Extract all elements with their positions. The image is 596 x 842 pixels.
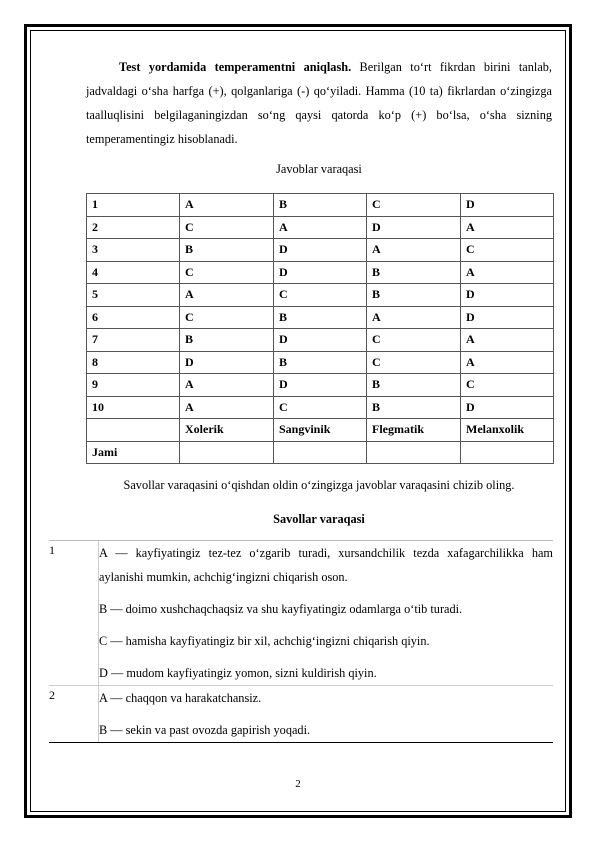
question-number: 1 [49, 541, 99, 685]
table-cell: Xolerik [180, 419, 274, 442]
table-cell: 1 [87, 194, 180, 217]
question-option: A — kayfiyatingiz tez-tez o‘zgarib turadi, xursandchilik tezda xafagarchilikka ham aylanishi mumkin, achchig‘ingizni chiqarish oson. [99, 546, 553, 584]
table-cell: D [461, 284, 554, 307]
table-cell [87, 419, 180, 442]
table-cell: A [274, 216, 367, 239]
table-cell: D [180, 351, 274, 374]
table-cell: D [274, 261, 367, 284]
question-option: C — hamisha kayfiyatingiz bir xil, achchig‘ingizni chiqarish qiyin. [99, 634, 430, 648]
table-row [87, 374, 554, 397]
table-cell: 2 [87, 216, 180, 239]
table-row [87, 284, 554, 307]
table-cell: A [461, 351, 554, 374]
question-number: 2 [49, 686, 99, 742]
table-cell: A [180, 284, 274, 307]
answers-title: Javoblar varaqasi [276, 162, 362, 176]
question-option: D — mudom kayfiyatingiz yomon, sizni kuldirish qiyin. [99, 666, 377, 680]
table-cell: C [180, 216, 274, 239]
table-cell: D [461, 306, 554, 329]
table-row [87, 194, 554, 217]
table-cell: Flegmatik [367, 419, 461, 442]
table-cell: C [367, 329, 461, 352]
table-row [87, 351, 554, 374]
question-options [99, 541, 553, 685]
table-cell: B [274, 194, 367, 217]
table-cell: A [367, 239, 461, 262]
table-cell: D [274, 374, 367, 397]
table-row [87, 396, 554, 419]
table-row [87, 306, 554, 329]
table-cell: A [461, 329, 554, 352]
question-row [49, 686, 553, 742]
total-row [87, 441, 554, 464]
table-cell: 8 [87, 351, 180, 374]
table-cell: 9 [87, 374, 180, 397]
table-cell: A [461, 216, 554, 239]
table-cell: D [461, 396, 554, 419]
table-row [87, 329, 554, 352]
intro-text: Berilgan to‘rt fikrdan birini tanlab, jadvaldagi o‘sha harfga (+), qolganlariga (-) qo‘yiladi. Hamma (10 ta) fikrlardan o‘zingizga taalluqlisini belgilaganingizdan so‘ng qaysi qatorda ko‘p (+) bo‘lsa, o‘sha sizning temperamentingiz hisoblanadi. [86, 60, 552, 146]
questions-title: Savollar varaqasi [273, 512, 365, 526]
table-row [87, 261, 554, 284]
question-option: B — sekin va past ovozda gapirish yoqadi. [99, 723, 311, 737]
table-cell [180, 441, 274, 464]
table-cell: D [274, 329, 367, 352]
table-cell: 7 [87, 329, 180, 352]
table-cell: B [367, 284, 461, 307]
table-cell: D [274, 239, 367, 262]
table-cell: A [180, 396, 274, 419]
intro-paragraph [86, 55, 552, 151]
table-cell: 5 [87, 284, 180, 307]
table-cell: B [180, 239, 274, 262]
page-number: 2 [295, 778, 301, 790]
table-cell: A [367, 306, 461, 329]
question-option: B — doimo xushchaqchaqsiz va shu kayfiyatingiz odamlarga o‘tib turadi. [99, 602, 463, 616]
question-option: A — chaqqon va harakatchansiz. [99, 691, 262, 705]
answers-table [86, 193, 554, 464]
question-row [49, 541, 553, 686]
table-cell [367, 441, 461, 464]
table-cell: Sangvinik [274, 419, 367, 442]
table-row [87, 239, 554, 262]
table-row [87, 216, 554, 239]
table-cell: B [274, 306, 367, 329]
table-cell: Jami [87, 441, 180, 464]
table-cell: C [461, 374, 554, 397]
table-cell: C [461, 239, 554, 262]
instruction-note: Savollar varaqasini o‘qishdan oldin o‘zingizga javoblar varaqasini chizib oling. [123, 478, 515, 492]
table-cell: B [367, 261, 461, 284]
table-cell: A [461, 261, 554, 284]
intro-title: Test yordamida temperamentni aniqlash. [119, 60, 352, 74]
table-cell: D [367, 216, 461, 239]
table-cell: C [180, 261, 274, 284]
table-cell: B [274, 351, 367, 374]
table-cell: D [461, 194, 554, 217]
table-cell [461, 441, 554, 464]
table-cell: A [180, 194, 274, 217]
table-cell: B [180, 329, 274, 352]
table-cell [274, 441, 367, 464]
table-cell: A [180, 374, 274, 397]
table-cell: B [367, 396, 461, 419]
temperament-types-row [87, 419, 554, 442]
table-cell: 6 [87, 306, 180, 329]
table-cell: C [274, 284, 367, 307]
question-options [99, 686, 553, 742]
table-cell: 3 [87, 239, 180, 262]
table-cell: 4 [87, 261, 180, 284]
table-cell: Melanxolik [461, 419, 554, 442]
questions-table [49, 540, 553, 743]
table-cell: C [274, 396, 367, 419]
table-cell: B [367, 374, 461, 397]
table-cell: C [367, 351, 461, 374]
table-cell: 10 [87, 396, 180, 419]
table-cell: C [367, 194, 461, 217]
table-cell: C [180, 306, 274, 329]
